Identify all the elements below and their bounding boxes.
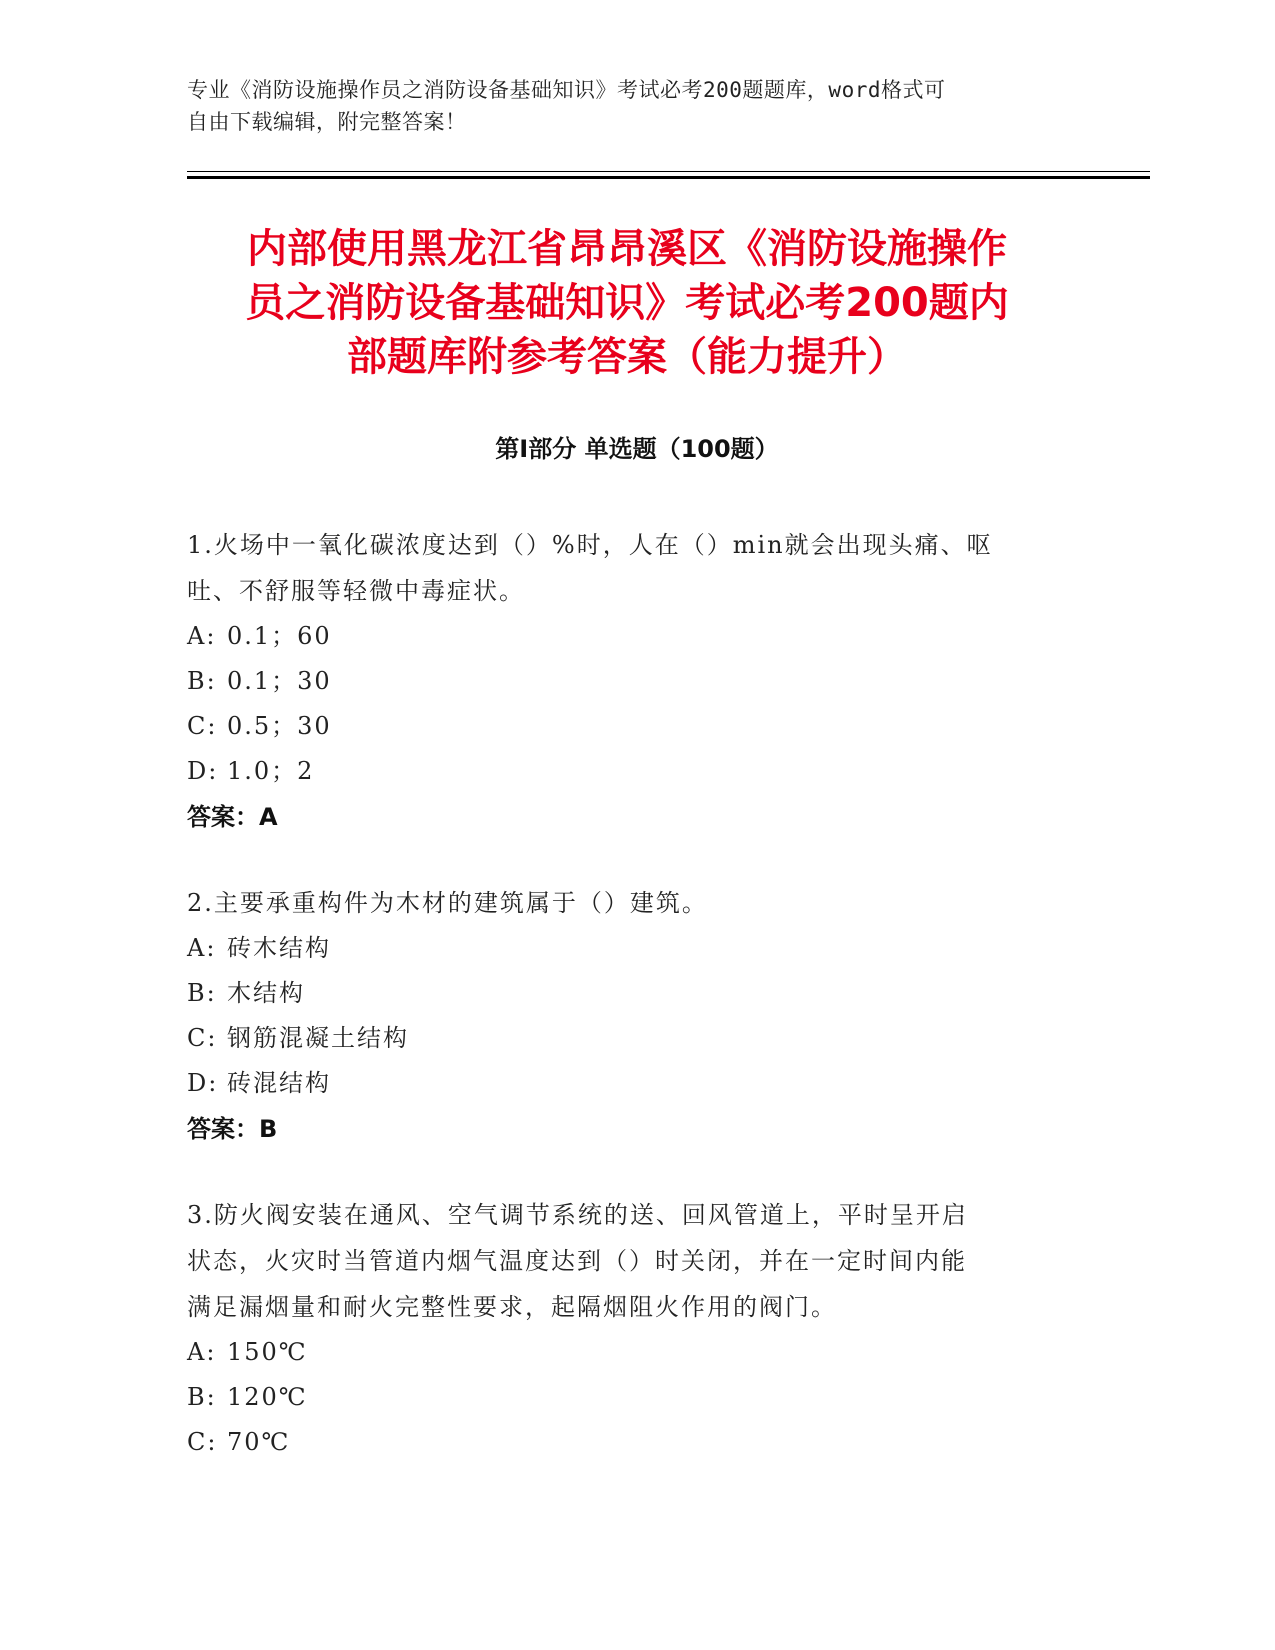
option-letter: C: — [187, 1428, 218, 1456]
option-letter: C: — [187, 712, 218, 740]
question-list — [187, 522, 1067, 1505]
option-letter: C: — [187, 1024, 218, 1052]
title-line-2: 员之消防设备基础知识》考试必考200题内 — [245, 280, 1009, 326]
title-line-1: 内部使用黑龙江省昂昂溪区《消防设施操作 — [247, 226, 1007, 272]
option-text: 0.1；60 — [227, 622, 332, 650]
question-stem — [187, 522, 1067, 614]
option-text: 砖混结构 — [227, 1069, 331, 1097]
question-1 — [187, 522, 1067, 840]
option-a — [187, 926, 1067, 971]
option-letter: B: — [187, 667, 217, 695]
question-stem — [187, 880, 1067, 926]
option-b — [187, 659, 1067, 704]
option-text: 0.1；30 — [227, 667, 332, 695]
option-text: 木结构 — [227, 979, 305, 1007]
intro-text — [187, 74, 1067, 138]
stem-line: 吐、不舒服等轻微中毒症状。 — [187, 577, 525, 605]
option-letter: D: — [187, 757, 219, 785]
stem-line: 满足漏烟量和耐火完整性要求，起隔烟阻火作用的阀门。 — [187, 1293, 837, 1321]
intro-line-2: 自由下载编辑，附完整答案！ — [187, 110, 467, 134]
option-letter: B: — [187, 1383, 217, 1411]
stem-line: 2.主要承重构件为木材的建筑属于（）建筑。 — [187, 889, 708, 917]
option-letter: A: — [187, 934, 217, 962]
option-c — [187, 704, 1067, 749]
title-line-3: 部题库附参考答案（能力提升） — [347, 334, 907, 380]
option-letter: B: — [187, 979, 217, 1007]
option-a — [187, 614, 1067, 659]
option-d — [187, 749, 1067, 794]
option-text: 钢筋混凝土结构 — [227, 1024, 409, 1052]
option-text: 砖木结构 — [227, 934, 331, 962]
answer-line: 答案：B — [187, 1115, 278, 1143]
option-text: 0.5；30 — [227, 712, 332, 740]
stem-line: 1.火场中一氧化碳浓度达到（）%时，人在（）min就会出现头痛、呕 — [187, 531, 993, 559]
option-text: 120℃ — [227, 1383, 308, 1411]
option-text: 70℃ — [227, 1428, 291, 1456]
option-b — [187, 971, 1067, 1016]
option-c — [187, 1016, 1067, 1061]
option-a — [187, 1330, 1067, 1375]
option-text: 1.0；2 — [227, 757, 315, 785]
option-letter: A: — [187, 622, 217, 650]
header-divider-thick — [187, 176, 1150, 179]
option-c — [187, 1420, 1067, 1465]
question-stem — [187, 1192, 1067, 1330]
question-2 — [187, 880, 1067, 1152]
option-letter: A: — [187, 1338, 217, 1366]
option-letter: D: — [187, 1069, 219, 1097]
section-heading: 第I部分 单选题（100题） — [495, 435, 779, 463]
option-d — [187, 1061, 1067, 1106]
header-divider-thin — [187, 171, 1150, 172]
option-b — [187, 1375, 1067, 1420]
intro-line-1: 专业《消防设施操作员之消防设备基础知识》考试必考200题题库，word格式可 — [187, 78, 946, 102]
option-text: 150℃ — [227, 1338, 308, 1366]
stem-line: 状态，火灾时当管道内烟气温度达到（）时关闭，并在一定时间内能 — [187, 1247, 967, 1275]
stem-line: 3.防火阀安装在通风、空气调节系统的送、回风管道上，平时呈开启 — [187, 1201, 968, 1229]
question-3 — [187, 1192, 1067, 1465]
answer-line: 答案：A — [187, 803, 278, 831]
document-title — [187, 222, 1067, 384]
